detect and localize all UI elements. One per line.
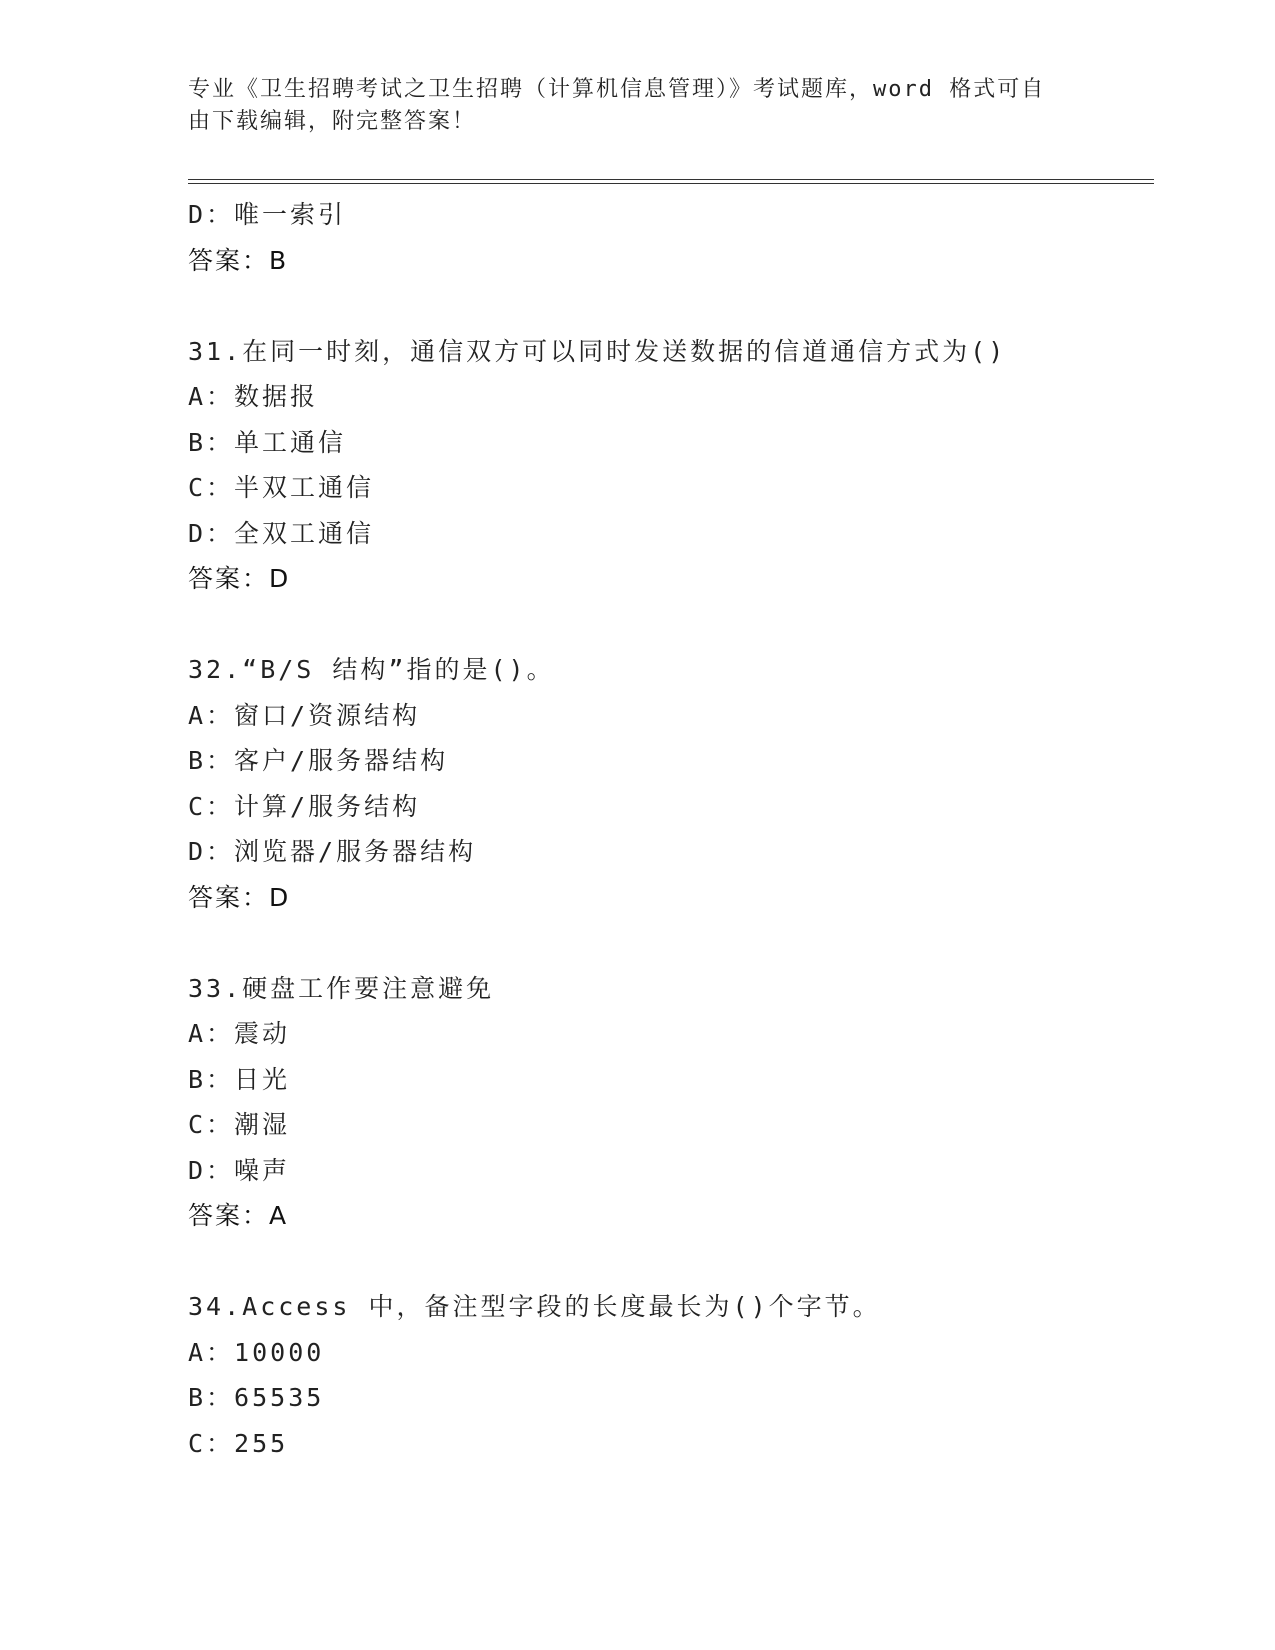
question-33	[188, 966, 1154, 1239]
spacer	[188, 283, 1154, 329]
spacer	[188, 1239, 1154, 1285]
option-a: A：数据报	[188, 382, 319, 411]
option-a: A：震动	[188, 1019, 291, 1048]
spacer	[188, 602, 1154, 648]
question-list	[188, 192, 1154, 1466]
option-a: A：窗口/资源结构	[188, 700, 421, 730]
answer-line: 答案：D	[188, 882, 291, 912]
question-stem: 34.Access 中，备注型字段的长度最长为()个字节。	[188, 1292, 881, 1321]
question-31	[188, 329, 1154, 602]
option-d: D：唯一索引	[188, 200, 347, 229]
option-c: C：255	[188, 1428, 289, 1458]
header-line-2: 由下载编辑，附完整答案！	[188, 109, 477, 134]
carryover-block	[188, 192, 1154, 283]
answer-line: 答案：D	[188, 564, 291, 593]
question-stem: 33.硬盘工作要注意避免	[188, 973, 495, 1003]
answer-line: 答案：A	[188, 1201, 289, 1230]
option-c: C：潮湿	[188, 1110, 291, 1139]
header-divider-top	[188, 179, 1154, 180]
option-b: B：客户/服务器结构	[188, 746, 449, 775]
option-c: C：半双工通信	[188, 473, 375, 502]
option-b: B：日光	[188, 1064, 291, 1094]
spacer	[188, 920, 1154, 966]
question-34	[188, 1284, 1154, 1466]
option-c: C：计算/服务结构	[188, 791, 421, 821]
answer-line: 答案：B	[188, 245, 289, 275]
option-d: D：噪声	[188, 1155, 291, 1185]
header-divider-bottom	[188, 183, 1154, 184]
option-b: B：单工通信	[188, 427, 347, 457]
question-stem: 32.“B/S 结构”指的是()。	[188, 655, 555, 684]
option-d: D：浏览器/服务器结构	[188, 837, 477, 866]
option-a: A：10000	[188, 1337, 325, 1367]
option-d: D：全双工通信	[188, 518, 375, 548]
document-header	[188, 74, 1068, 138]
question-32	[188, 647, 1154, 920]
header-line-1: 专业《卫生招聘考试之卫生招聘（计算机信息管理）》考试题库，word 格式可自	[188, 77, 1046, 102]
option-b: B：65535	[188, 1383, 325, 1412]
question-stem: 31.在同一时刻，通信双方可以同时发送数据的信道通信方式为()	[188, 336, 1007, 366]
